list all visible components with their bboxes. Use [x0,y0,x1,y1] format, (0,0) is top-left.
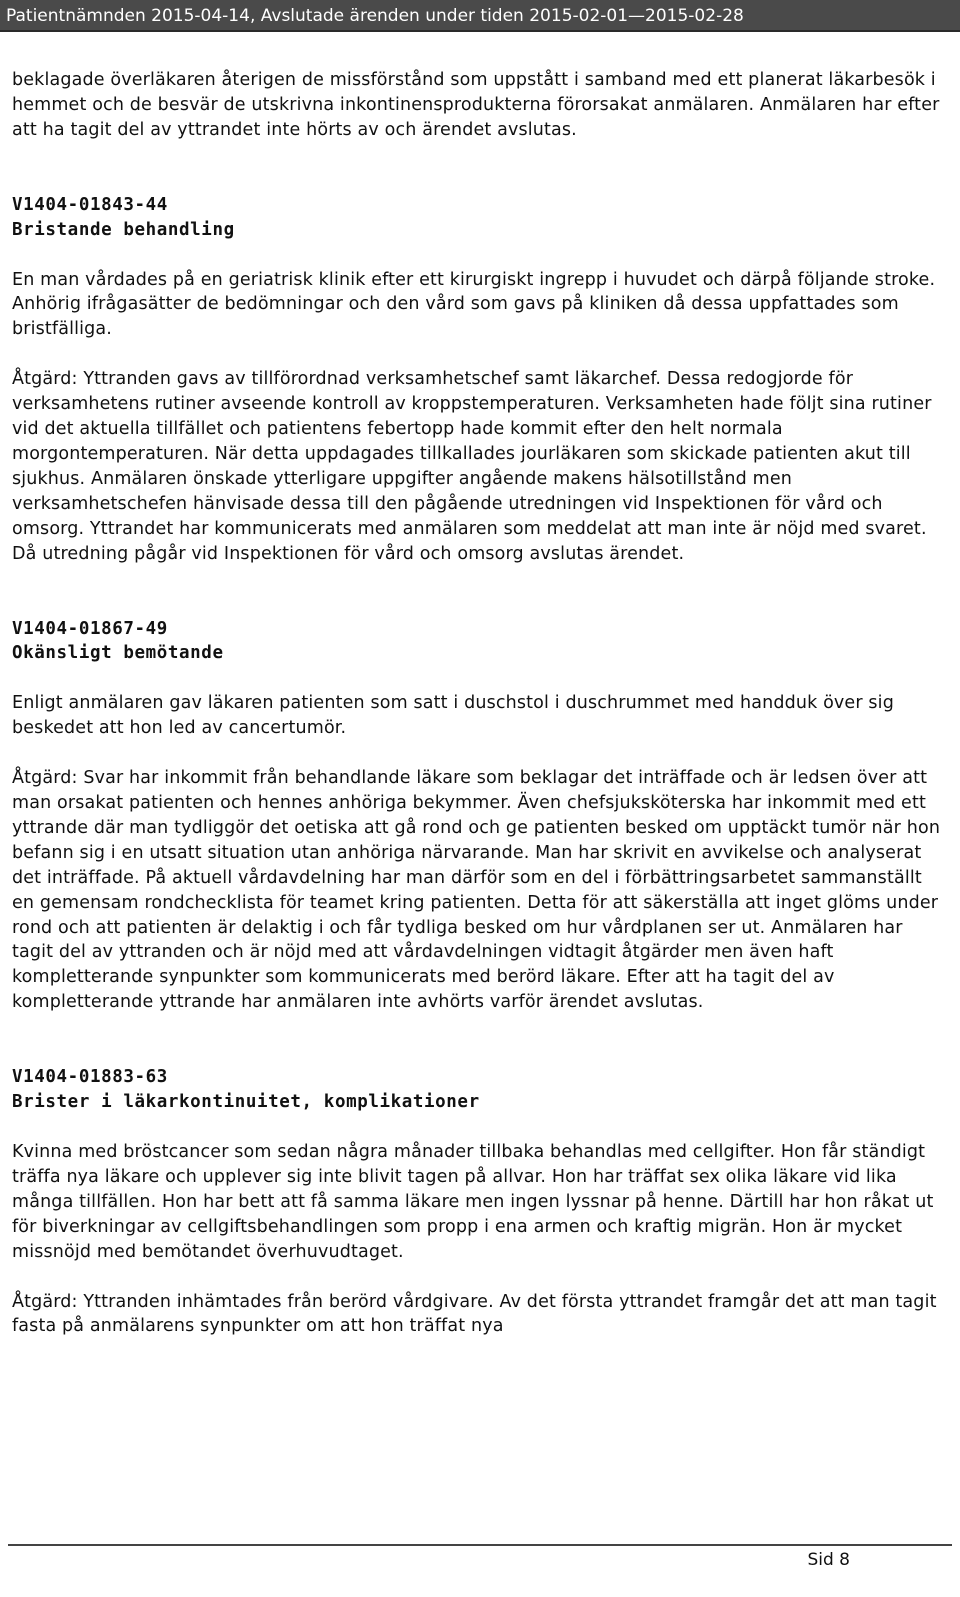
page-header: Patientnämnden 2015-04-14, Avslutade ärenden under tiden 2015-02-01—2015-02-28 [0,0,960,32]
case-id: V1404-01843-44 [12,194,168,215]
case-action: Åtgärd: Yttranden gavs av tillförordnad verksamhetschef samt läkarchef. Dessa redogjorde för verksamhetens rutiner avseende kontroll av kroppstemperaturen. Verksamheten hade följt sina rutiner vid det aktuella tillfället och patientens febertopp hade kommit efter den helt normala morgontemperaturen. När detta uppdagades tillkallades jourläkaren som skickade patienten akut till sjukhus. Anmälaren önskade ytterligare uppgifter angående makens hälsotillstånd men verksamhetschefen hänvisade dessa till den pågående utredningen vid Inspektionen för vård och omsorg. Yttrandet har kommunicerats med anmälaren som meddelat att man inte är nöjd med svaret. Då utredning pågår vid Inspektionen för vård och omsorg avslutas ärendet. [12,369,932,564]
case-section [12,193,942,567]
case-action: Åtgärd: Svar har inkommit från behandlande läkare som beklagar det inträffade och är ledsen över att man orsakat patienten och hennes anhöriga bekymmer. Även chefsjuksköterska har inkommit med ett yttrande där man tydliggör det oetiska att gå rond och ge patienten besked om upptäckt tumör när hon befann sig i en utsatt situation utan anhöriga närvarande. Man har skrivit en avvikelse och analyserat det inträffade. På aktuell vårdavdelning har man därför som en del i förbättringsarbetet sammanställt en gemensam rondchecklista för teamet kring patienten. Detta för att säkerställa att inget glöms under rond och att patienten är delaktig i och får tydliga besked om hur vårdplanen ser ut. Anmälaren har tagit del av yttranden och är nöjd med att vårdavdelningen vidtagit åtgärder men även haft kompletterande synpunkter som kommunicerats med berörd läkare. Efter att ha tagit del av kompletterande yttrande har anmälaren inte avhörts varför ärendet avslutas. [12,768,941,1013]
case-description: Enligt anmälaren gav läkaren patienten som satt i duschstol i duschrummet med handduk över sig beskedet att hon led av cancertumör. [12,693,894,739]
intro-paragraph: beklagade överläkaren återigen de missförstånd som uppstått i samband med ett planerat läkarbesök i hemmet och de besvär de utskrivna inkontinensprodukterna förorsakat anmälaren. Anmälaren har efter att ha tagit del av yttrandet inte hörts av och ärendet avslutas. [12,70,940,140]
case-title: Brister i läkarkontinuitet, komplikationer [12,1092,480,1113]
document-body [12,68,942,1339]
page-number: Sid 8 [807,1550,850,1570]
spacer [12,143,942,193]
case-section [12,617,942,1016]
case-section [12,1065,942,1339]
case-description: Kvinna med bröstcancer som sedan några månader tillbaka behandlas med cellgifter. Hon får ständigt träffa nya läkare och upplever sig inte blivit tagen på allvar. Hon har träffat sex olika läkare vid lika många tillfällen. Hon har bett att få samma läkare men ingen lyssnar på henne. Därtill har hon råkat ut för biverkningar av cellgiftsbehandlingen som propp i ena armen och kraftig migrän. Hon är mycket missnöjd med bemötandet överhuvudtaget. [12,1142,934,1262]
case-id: V1404-01883-63 [12,1067,168,1088]
case-title: Bristande behandling [12,219,235,240]
footer-divider [8,1544,952,1546]
spacer [12,1015,942,1065]
case-action: Åtgärd: Yttranden inhämtades från berörd vårdgivare. Av det första yttrandet framgår det att man tagit fasta på anmälarens synpunkter om att hon träffat nya [12,1291,937,1337]
case-title: Okänsligt bemötande [12,643,224,664]
spacer [12,567,942,617]
case-description: En man vårdades på en geriatrisk klinik efter ett kirurgiskt ingrepp i huvudet och därpå följande stroke. Anhörig ifrågasätter de bedömningar och den vård som gavs på kliniken då dessa uppfattades som bristfälliga. [12,269,936,340]
case-id: V1404-01867-49 [12,618,168,639]
